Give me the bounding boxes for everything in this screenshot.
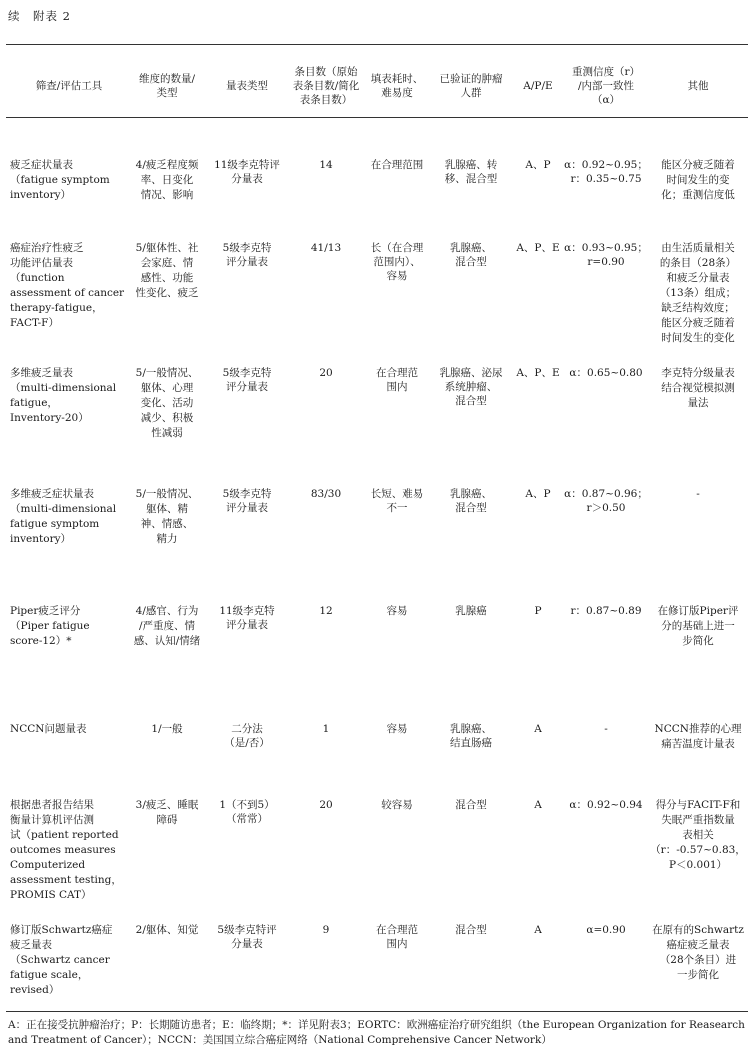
cell-scale: 二分法 （是/否） (224, 723, 270, 749)
cell-time: 长（在合理 范围内）、 容易 (370, 242, 424, 282)
cell-scale: 5级李克特 评分量表 (222, 367, 272, 393)
cell-other: 李克特分级量表 结合视觉模拟测 量法 (661, 367, 735, 409)
cell-tool: 修订版Schwartz癌症 疲乏量表 （Schwartz cancer fatigue scale， revised） (10, 924, 113, 996)
cell-dims: 5/躯体性、社 会家庭、情 感性、功能 性变化、疲乏 (135, 242, 199, 299)
column-header: 维度的数量/ 类型 (138, 73, 196, 99)
column-header: 其他 (687, 80, 709, 92)
cell-rel: α=0.90 (586, 924, 626, 936)
cell-scale: 5级李克特 评分量表 (222, 488, 272, 514)
cell-ape: A、P (525, 488, 551, 500)
cell-pop: 乳腺癌 (455, 605, 487, 617)
cell-other: 在修订版Piper评 分的基础上进一 步简化 (657, 605, 739, 647)
column-header: A/P/E (523, 80, 553, 92)
cell-rel: α：0.92~0.95； r：0.35~0.75 (564, 159, 648, 185)
cell-rel: α：0.93~0.95； r=0.90 (564, 242, 648, 268)
cell-other: NCCN推荐的心理 痛苦温度计量表 (654, 723, 742, 750)
cell-rel: α：0.87~0.96； r＞0.50 (564, 488, 648, 514)
bottom-rule (6, 1011, 748, 1012)
table-caption: 续 附表 2 (8, 9, 71, 23)
cell-other: 由生活质量相关 的条目（28条） 和疲乏分量表 （13条）组成； 缺乏结构效度； 能区分疲乏随着 时间发生的变化 (659, 242, 737, 344)
cell-pop: 混合型 (455, 924, 487, 936)
cell-rel: α：0.65~0.80 (569, 367, 643, 379)
cell-dims: 5/一般情况、 躯体、心理 变化、活动 减少、积极 性减弱 (135, 367, 199, 439)
cell-ape: A、P (525, 159, 551, 171)
cell-pop: 混合型 (455, 799, 487, 811)
top-rule (6, 44, 748, 45)
cell-other: 能区分疲乏随着 时间发生的变 化；重测信度低 (661, 159, 735, 201)
cell-time: 容易 (386, 605, 408, 617)
cell-pop: 乳腺癌、泌尿 系统肿瘤、 混合型 (439, 367, 503, 407)
cell-time: 容易 (386, 723, 408, 735)
header-rule (6, 117, 748, 118)
cell-tool: Piper疲乏评分 （Piper fatigue score-12）* (10, 605, 90, 647)
cell-pop: 乳腺癌、 混合型 (450, 242, 492, 268)
cell-dims: 5/一般情况、 躯体、精 神、情感、 精力 (135, 488, 199, 545)
cell-items: 41/13 (310, 242, 342, 254)
cell-scale: 11级李克特 评分量表 (219, 605, 275, 631)
cell-tool: NCCN问题量表 (10, 723, 87, 735)
cell-items: 20 (319, 799, 333, 811)
cell-items: 20 (319, 367, 333, 379)
cell-tool: 多维疲乏症状量表 （multi-dimensional fatigue symptom inventory） (10, 488, 117, 545)
cell-dims: 4/感官、行为 /严重度、情 感、认知/情绪 (133, 605, 201, 647)
cell-items: 1 (322, 723, 330, 735)
cell-tool: 根据患者报告结果 衡量计算机评估测 试（patient reported outcomes measures Computerized assessment testing， PROMIS CAT） (10, 799, 122, 901)
cell-scale: 5级李克特 评分量表 (222, 242, 272, 268)
cell-dims: 3/疲乏、睡眠 障碍 (135, 799, 199, 826)
cell-rel: r：0.87~0.89 (570, 605, 642, 617)
cell-pop: 乳腺癌、 混合型 (450, 488, 492, 514)
column-header: 条目数（原始 表条目数/简化 表条目数） (292, 66, 360, 106)
cell-rel: α：0.92~0.94 (569, 799, 643, 811)
cell-scale: 5级李克特评 分量表 (217, 924, 277, 950)
cell-ape: A (534, 924, 542, 936)
cell-dims: 2/躯体、知觉 (135, 924, 199, 936)
column-header: 重测信度（r） /内部一致性 （α） (571, 66, 641, 106)
cell-tool: 癌症治疗性疲乏 功能评估量表 （function assessment of cancer therapy-fatigue， FACT-F） (10, 242, 125, 329)
cell-pop: 乳腺癌、转 移、混合型 (444, 159, 498, 185)
cell-dims: 4/疲乏程度频 率、日变化 情况、影响 (135, 159, 199, 201)
cell-scale: 1（不到5） （常常） (219, 799, 275, 825)
cell-time: 在合理范 围内 (376, 367, 418, 393)
cell-rel: - (604, 723, 608, 735)
cell-items: 12 (319, 605, 333, 617)
cell-other: - (696, 488, 700, 500)
cell-other: 在原有的Schwartz 癌症疲乏量表 （28个条目）进 一步简化 (652, 924, 744, 981)
cell-items: 14 (319, 159, 333, 171)
cell-ape: A、P、E (516, 242, 560, 254)
cell-items: 9 (322, 924, 330, 936)
cell-items: 83/30 (310, 488, 342, 500)
column-header: 已验证的肿瘤 人群 (439, 73, 503, 99)
cell-tool: 多维疲乏量表 （multi-dimensional fatigue， Inventory-20） (10, 367, 117, 424)
cell-time: 在合理范围 (370, 159, 424, 171)
cell-time: 在合理范 围内 (376, 924, 418, 950)
cell-ape: P (534, 605, 542, 617)
cell-other: 得分与FACIT-F和 失眠严重指数量 表相关 （r：-0.57~0.83， P＜0.001） (650, 799, 746, 871)
column-header: 填表耗时、 难易度 (370, 73, 424, 99)
cell-time: 长短、难易 不一 (370, 488, 424, 514)
cell-tool: 疲乏症状量表 （fatigue symptom inventory） (10, 159, 110, 201)
cell-ape: A (534, 723, 542, 735)
cell-dims: 1/一般 (151, 723, 183, 735)
cell-ape: A、P、E (516, 367, 560, 379)
cell-time: 较容易 (381, 799, 413, 811)
cell-scale: 11级李克特评 分量表 (214, 159, 280, 185)
cell-ape: A (534, 799, 542, 811)
table-footnote: A：正在接受抗肿瘤治疗；P：长期随访患者；E：临终期；*：详见附表3；EORTC：欧洲癌症治疗研究组织（the European Organization for Reasearch and Treatment of Cancer）；NCCN：美国国立综合癌症网络（National Comprehensive Cancer Network） (8, 1019, 745, 1046)
column-header: 筛查/评估工具 (35, 80, 103, 92)
column-header: 量表类型 (226, 80, 268, 92)
cell-pop: 乳腺癌、 结直肠癌 (450, 723, 492, 749)
